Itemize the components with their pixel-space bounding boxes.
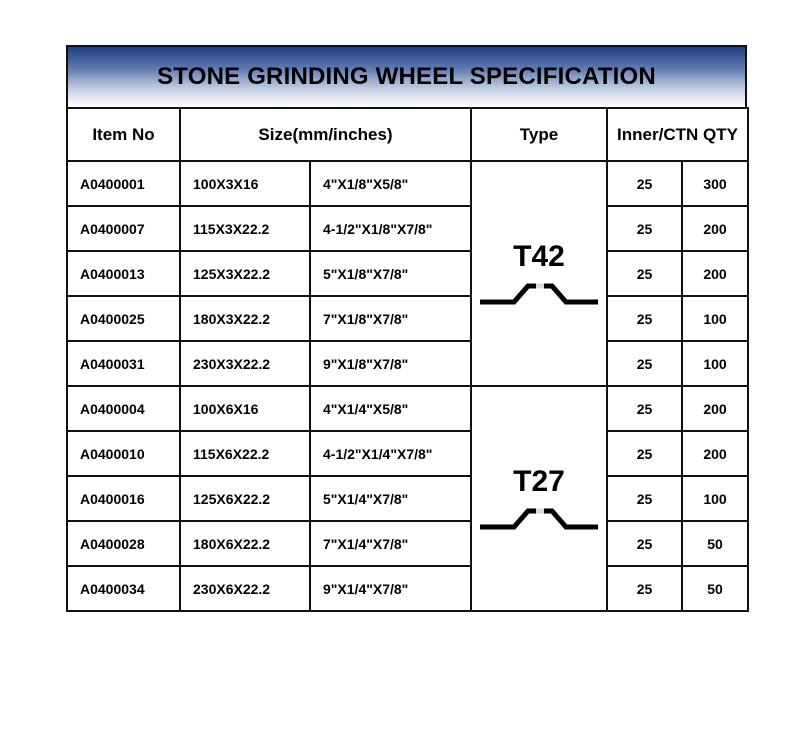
size-inch-cell: 4"X1/4"X5/8" bbox=[310, 386, 471, 431]
size-inch-cell: 7"X1/8"X7/8" bbox=[310, 296, 471, 341]
table-row bbox=[67, 386, 748, 431]
table-row bbox=[67, 566, 748, 611]
specification-sheet bbox=[66, 45, 747, 612]
column-header-item-no: Item No bbox=[67, 108, 180, 161]
size-mm-cell: 230X6X22.2 bbox=[180, 566, 310, 611]
ctn-qty-cell: 50 bbox=[682, 521, 748, 566]
page-title: STONE GRINDING WHEEL SPECIFICATION bbox=[157, 63, 656, 90]
item-no-cell: A0400001 bbox=[67, 161, 180, 206]
table-row bbox=[67, 341, 748, 386]
item-no-cell: A0400016 bbox=[67, 476, 180, 521]
column-header-type: Type bbox=[471, 108, 607, 161]
item-no-cell: A0400007 bbox=[67, 206, 180, 251]
spec-table bbox=[66, 107, 749, 612]
ctn-qty-cell: 200 bbox=[682, 251, 748, 296]
item-no-cell: A0400028 bbox=[67, 521, 180, 566]
inner-qty-cell: 25 bbox=[607, 206, 682, 251]
header-row bbox=[67, 108, 748, 161]
ctn-qty-cell: 200 bbox=[682, 206, 748, 251]
size-mm-cell: 125X3X22.2 bbox=[180, 251, 310, 296]
table-row bbox=[67, 161, 748, 206]
size-inch-cell: 4-1/2"X1/4"X7/8" bbox=[310, 431, 471, 476]
size-mm-cell: 100X3X16 bbox=[180, 161, 310, 206]
ctn-qty-cell: 200 bbox=[682, 431, 748, 476]
ctn-qty-cell: 300 bbox=[682, 161, 748, 206]
ctn-qty-cell: 100 bbox=[682, 341, 748, 386]
item-no-cell: A0400034 bbox=[67, 566, 180, 611]
table-row bbox=[67, 476, 748, 521]
spec-table-body bbox=[67, 161, 748, 611]
inner-qty-cell: 25 bbox=[607, 386, 682, 431]
table-row bbox=[67, 206, 748, 251]
size-inch-cell: 5"X1/8"X7/8" bbox=[310, 251, 471, 296]
item-no-cell: A0400010 bbox=[67, 431, 180, 476]
ctn-qty-cell: 200 bbox=[682, 386, 748, 431]
table-row bbox=[67, 521, 748, 566]
table-row bbox=[67, 431, 748, 476]
inner-qty-cell: 25 bbox=[607, 161, 682, 206]
size-mm-cell: 125X6X22.2 bbox=[180, 476, 310, 521]
inner-qty-cell: 25 bbox=[607, 431, 682, 476]
inner-qty-cell: 25 bbox=[607, 521, 682, 566]
depressed-center-wheel-profile-icon bbox=[480, 505, 598, 533]
type-label: T27 bbox=[513, 464, 565, 498]
size-mm-cell: 180X6X22.2 bbox=[180, 521, 310, 566]
inner-qty-cell: 25 bbox=[607, 296, 682, 341]
column-header-qty: Inner/CTN QTY bbox=[607, 108, 748, 161]
title-banner bbox=[66, 45, 747, 107]
inner-qty-cell: 25 bbox=[607, 341, 682, 386]
ctn-qty-cell: 100 bbox=[682, 296, 748, 341]
item-no-cell: A0400031 bbox=[67, 341, 180, 386]
size-inch-cell: 4"X1/8"X5/8" bbox=[310, 161, 471, 206]
type-cell bbox=[471, 386, 607, 611]
size-mm-cell: 115X6X22.2 bbox=[180, 431, 310, 476]
type-label: T42 bbox=[513, 239, 565, 273]
ctn-qty-cell: 100 bbox=[682, 476, 748, 521]
size-mm-cell: 115X3X22.2 bbox=[180, 206, 310, 251]
size-inch-cell: 9"X1/4"X7/8" bbox=[310, 566, 471, 611]
type-cell bbox=[471, 161, 607, 386]
inner-qty-cell: 25 bbox=[607, 476, 682, 521]
column-header-size: Size(mm/inches) bbox=[180, 108, 471, 161]
item-no-cell: A0400004 bbox=[67, 386, 180, 431]
table-row bbox=[67, 251, 748, 296]
size-inch-cell: 7"X1/4"X7/8" bbox=[310, 521, 471, 566]
size-inch-cell: 5"X1/4"X7/8" bbox=[310, 476, 471, 521]
size-mm-cell: 230X3X22.2 bbox=[180, 341, 310, 386]
size-inch-cell: 4-1/2"X1/8"X7/8" bbox=[310, 206, 471, 251]
item-no-cell: A0400025 bbox=[67, 296, 180, 341]
inner-qty-cell: 25 bbox=[607, 251, 682, 296]
ctn-qty-cell: 50 bbox=[682, 566, 748, 611]
size-inch-cell: 9"X1/8"X7/8" bbox=[310, 341, 471, 386]
inner-qty-cell: 25 bbox=[607, 566, 682, 611]
size-mm-cell: 180X3X22.2 bbox=[180, 296, 310, 341]
size-mm-cell: 100X6X16 bbox=[180, 386, 310, 431]
item-no-cell: A0400013 bbox=[67, 251, 180, 296]
depressed-center-wheel-profile-icon bbox=[480, 280, 598, 308]
table-row bbox=[67, 296, 748, 341]
